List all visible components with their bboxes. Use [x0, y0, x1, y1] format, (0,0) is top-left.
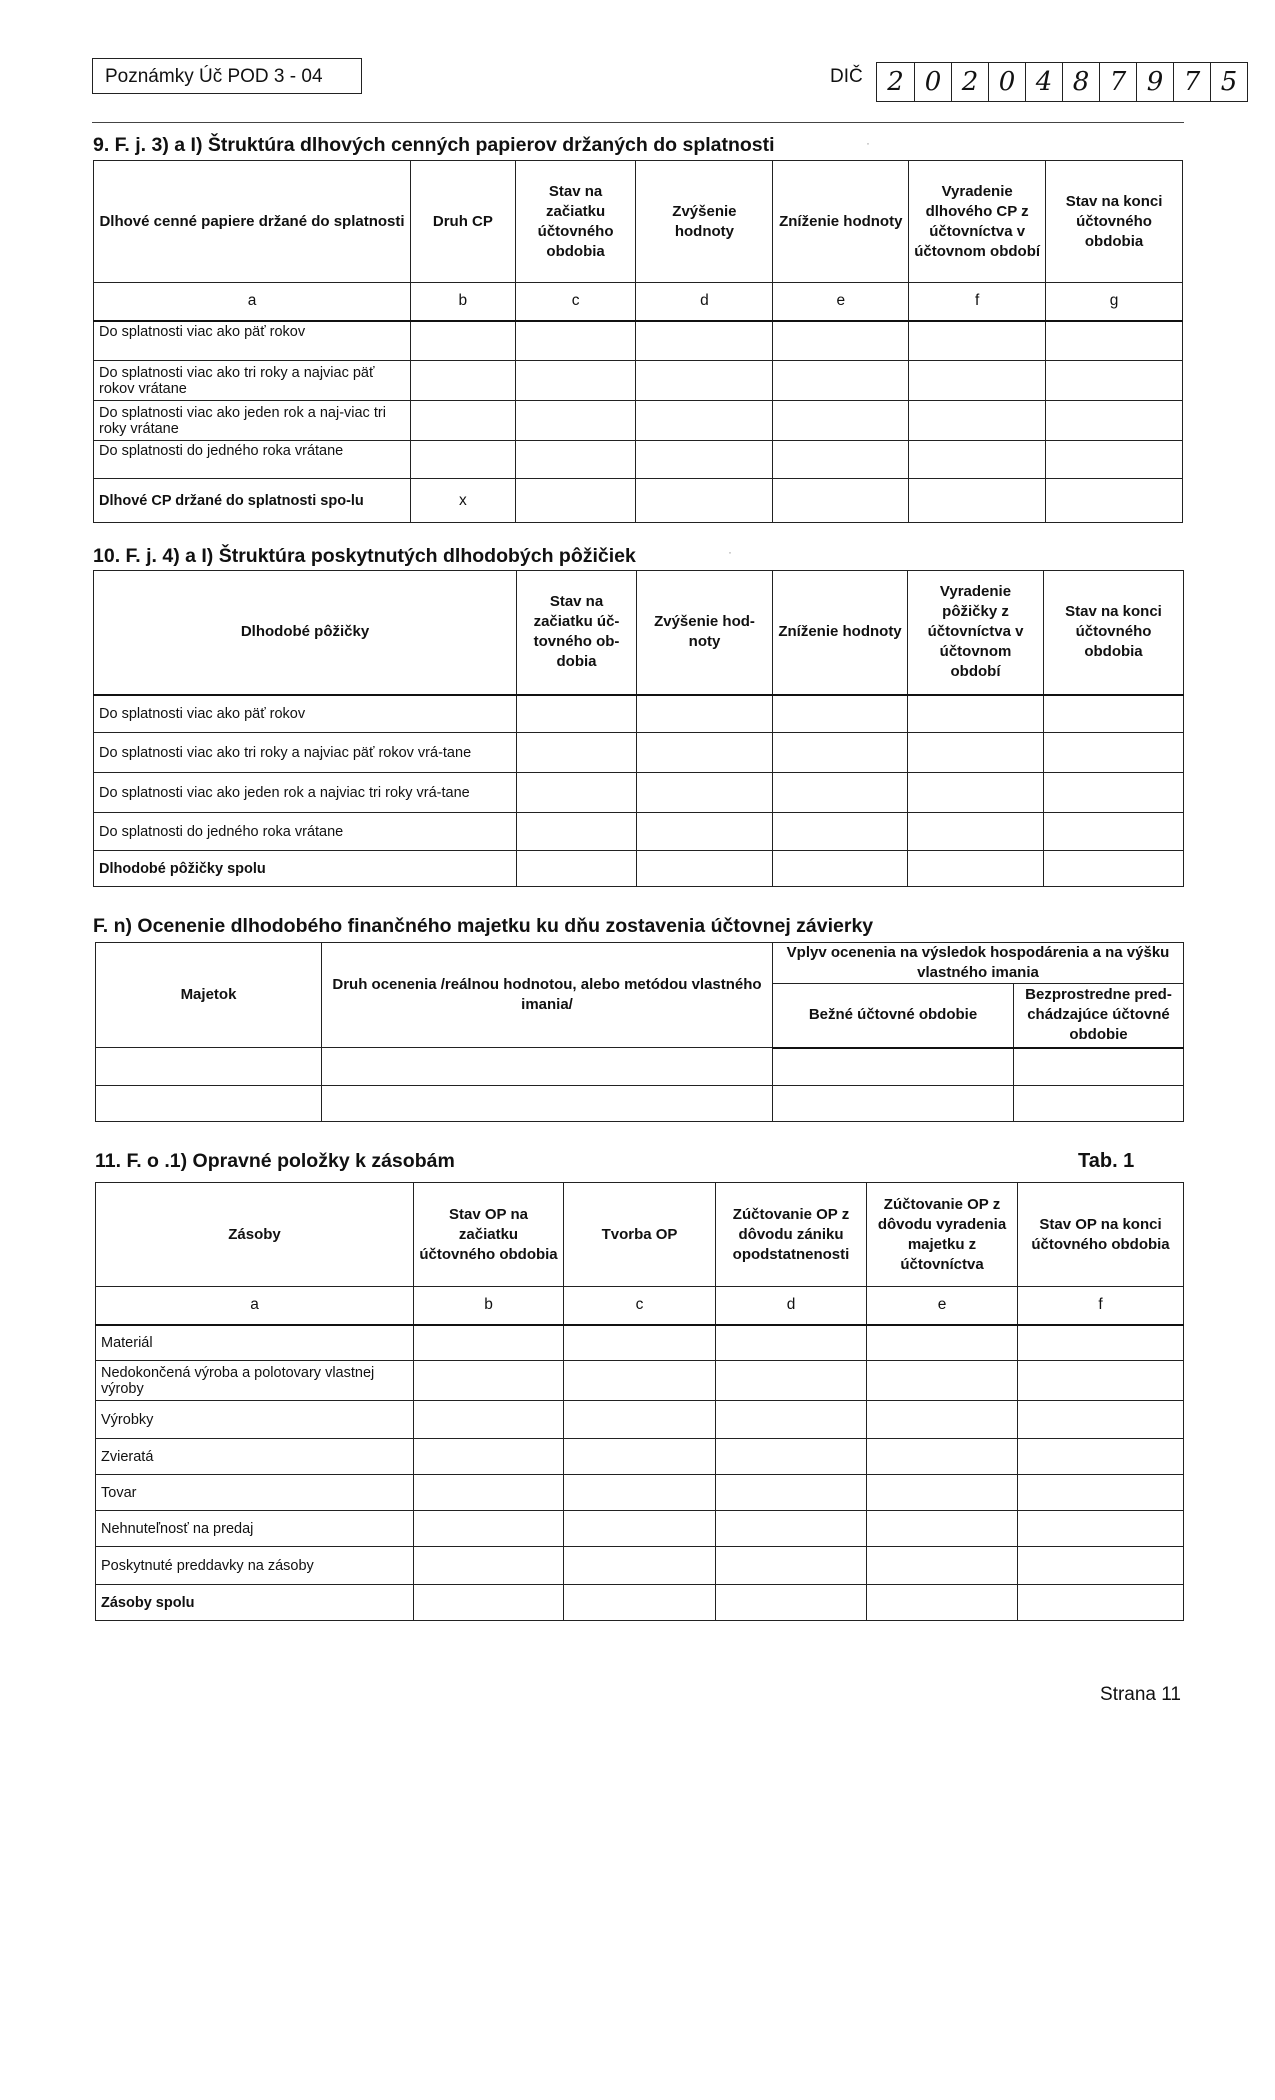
dic-digit: 8: [1062, 63, 1099, 101]
druh-cell: [411, 441, 516, 479]
total-row: [94, 851, 1184, 887]
dic-digit: 7: [1173, 63, 1210, 101]
page-number: Strana 11: [1100, 1684, 1181, 1705]
col-header: Stav na začiatku úč-tovného ob-dobia: [517, 571, 637, 695]
scan-artifact: ·: [866, 136, 870, 150]
sectionFn-title: F. n) Ocenenie dlhodobého finančného majetku ku dňu zostavenia účtovnej závierky: [93, 915, 874, 937]
dic-field: [876, 62, 1248, 102]
section10-table: [93, 570, 1184, 887]
row-label: Poskytnuté preddavky na zásoby: [96, 1547, 414, 1585]
row-label: Zvieratá: [96, 1439, 414, 1475]
table-row: [94, 361, 1183, 401]
col-header: Bezprostredne pred-chádzajúce účtovné obdobie: [1014, 984, 1184, 1048]
col-letter: b: [414, 1287, 564, 1325]
row-label: Do splatnosti viac ako päť rokov: [94, 321, 411, 361]
scan-artifact: ·: [728, 545, 732, 559]
dic-digit: 7: [1099, 63, 1136, 101]
section9-title: 9. F. j. 3) a I) Štruktúra dlhových cenných papierov držaných do splatnosti: [93, 134, 775, 156]
col-header: Zúčtovanie OP z dôvodu zániku opodstatnenosti: [716, 1183, 867, 1287]
row-label: Tovar: [96, 1475, 414, 1511]
table-row: [94, 441, 1183, 479]
section10-title: 10. F. j. 4) a I) Štruktúra poskytnutých dlhodobých pôžičiek: [93, 545, 636, 567]
druh-cell: [411, 361, 516, 401]
col-letter: f: [1018, 1287, 1184, 1325]
col-header: Vyradenie pôžičky z účtovníctva v účtovnom období: [908, 571, 1044, 695]
section11-title: 11. F. o .1) Opravné položky k zásobám: [95, 1150, 455, 1172]
dic-digit: 0: [988, 63, 1025, 101]
dic-digit: 0: [914, 63, 951, 101]
dic-digit: 5: [1210, 63, 1247, 101]
col-header: Stav na konci účtovného obdobia: [1046, 161, 1183, 283]
col-letter: e: [773, 283, 909, 321]
row-label: Do splatnosti viac ako jeden rok a najviac tri roky vrá-tane: [94, 773, 517, 813]
col-header: Zvýšenie hodnoty: [636, 161, 773, 283]
col-header: Vplyv ocenenia na výsledok hospodárenia a na výšku vlastného imania: [773, 943, 1184, 984]
col-header: Stav OP na začiatku účtovného obdobia: [414, 1183, 564, 1287]
row-label: Do splatnosti viac ako jeden rok a naj-viac tri roky vrátane: [94, 401, 411, 441]
col-header: Zníženie hodnoty: [773, 161, 909, 283]
dic-label: DIČ: [830, 66, 863, 87]
table-header-row: [94, 161, 1183, 283]
table-number: Tab. 1: [1078, 1150, 1135, 1172]
row-label: Do splatnosti do jedného roka vrátane: [94, 813, 517, 851]
col-header: Tvorba OP: [564, 1183, 716, 1287]
table-row: [96, 1439, 1184, 1475]
table-row: [94, 813, 1184, 851]
col-header: Dlhové cenné papiere držané do splatnosti: [94, 161, 411, 283]
col-letter: d: [636, 283, 773, 321]
row-label: Materiál: [96, 1325, 414, 1361]
col-header: Zníženie hodnoty: [773, 571, 908, 695]
col-letter: f: [909, 283, 1046, 321]
col-header: Druh ocenenia /reálnou hodnotou, alebo metódou vlastného imania/: [322, 943, 773, 1048]
col-letter: a: [94, 283, 411, 321]
col-header: Stav na konci účtovného obdobia: [1044, 571, 1184, 695]
table-row: [96, 1325, 1184, 1361]
header-rule: [92, 122, 1184, 123]
druh-cell: x: [411, 479, 516, 523]
col-header: Bežné účtovné obdobie: [773, 984, 1014, 1048]
letter-row: [94, 283, 1183, 321]
druh-cell: [411, 401, 516, 441]
row-label: Nehnuteľnosť na predaj: [96, 1511, 414, 1547]
dic-digit: 4: [1025, 63, 1062, 101]
row-label: Dlhové CP držané do splatnosti spo-lu: [94, 479, 411, 523]
row-label: Zásoby spolu: [96, 1585, 414, 1621]
table-row: [96, 1086, 1184, 1122]
col-letter: g: [1046, 283, 1183, 321]
row-label: Dlhodobé pôžičky spolu: [94, 851, 517, 887]
col-header: Stav na začiatku účtovného obdobia: [515, 161, 636, 283]
col-letter: c: [515, 283, 636, 321]
section9-table: [93, 160, 1183, 523]
table-row: [94, 401, 1183, 441]
druh-cell: [411, 321, 516, 361]
dic-digit: 2: [887, 67, 904, 97]
col-header: Druh CP: [411, 161, 516, 283]
row-label: Do splatnosti viac ako tri roky a najviac päť rokov vrá-tane: [94, 733, 517, 773]
table-row: [96, 1475, 1184, 1511]
table-row: [94, 695, 1184, 733]
table-row: [94, 321, 1183, 361]
table-row: [96, 1511, 1184, 1547]
col-letter: b: [411, 283, 516, 321]
col-header: Stav OP na konci účtovného obdobia: [1018, 1183, 1184, 1287]
table-row: [96, 1401, 1184, 1439]
col-letter: e: [867, 1287, 1018, 1325]
table-row: [96, 1361, 1184, 1401]
letter-row: [96, 1287, 1184, 1325]
col-header: Zvýšenie hod-noty: [637, 571, 773, 695]
form-label: Poznámky Úč POD 3 - 04: [92, 58, 362, 94]
row-label: Výrobky: [96, 1401, 414, 1439]
table-row: [96, 1547, 1184, 1585]
row-label: Do splatnosti viac ako tri roky a najviac päť rokov vrátane: [94, 361, 411, 401]
col-letter: d: [716, 1287, 867, 1325]
col-letter: a: [96, 1287, 414, 1325]
dic-digit: 2: [951, 63, 988, 101]
sectionFn-table: [95, 942, 1184, 1122]
col-letter: c: [564, 1287, 716, 1325]
col-header: Zásoby: [96, 1183, 414, 1287]
col-header: Dlhodobé pôžičky: [94, 571, 517, 695]
col-header: Majetok: [96, 943, 322, 1048]
table-row: [96, 1048, 1184, 1086]
total-row: [96, 1585, 1184, 1621]
table-header-row: [96, 1183, 1184, 1287]
row-label: Nedokončená výroba a polotovary vlastnej výroby: [96, 1361, 414, 1401]
col-header: Zúčtovanie OP z dôvodu vyradenia majetku z účtovníctva: [867, 1183, 1018, 1287]
col-header: Vyradenie dlhového CP z účtovníctva v účtovnom období: [909, 161, 1046, 283]
table-row: [94, 773, 1184, 813]
row-label: Do splatnosti do jedného roka vrátane: [94, 441, 411, 479]
table-header-row: [94, 571, 1184, 695]
table-row: [94, 733, 1184, 773]
dic-digit: 9: [1136, 63, 1173, 101]
total-row: [94, 479, 1183, 523]
row-label: Do splatnosti viac ako päť rokov: [94, 695, 517, 733]
section11-table: [95, 1182, 1184, 1621]
